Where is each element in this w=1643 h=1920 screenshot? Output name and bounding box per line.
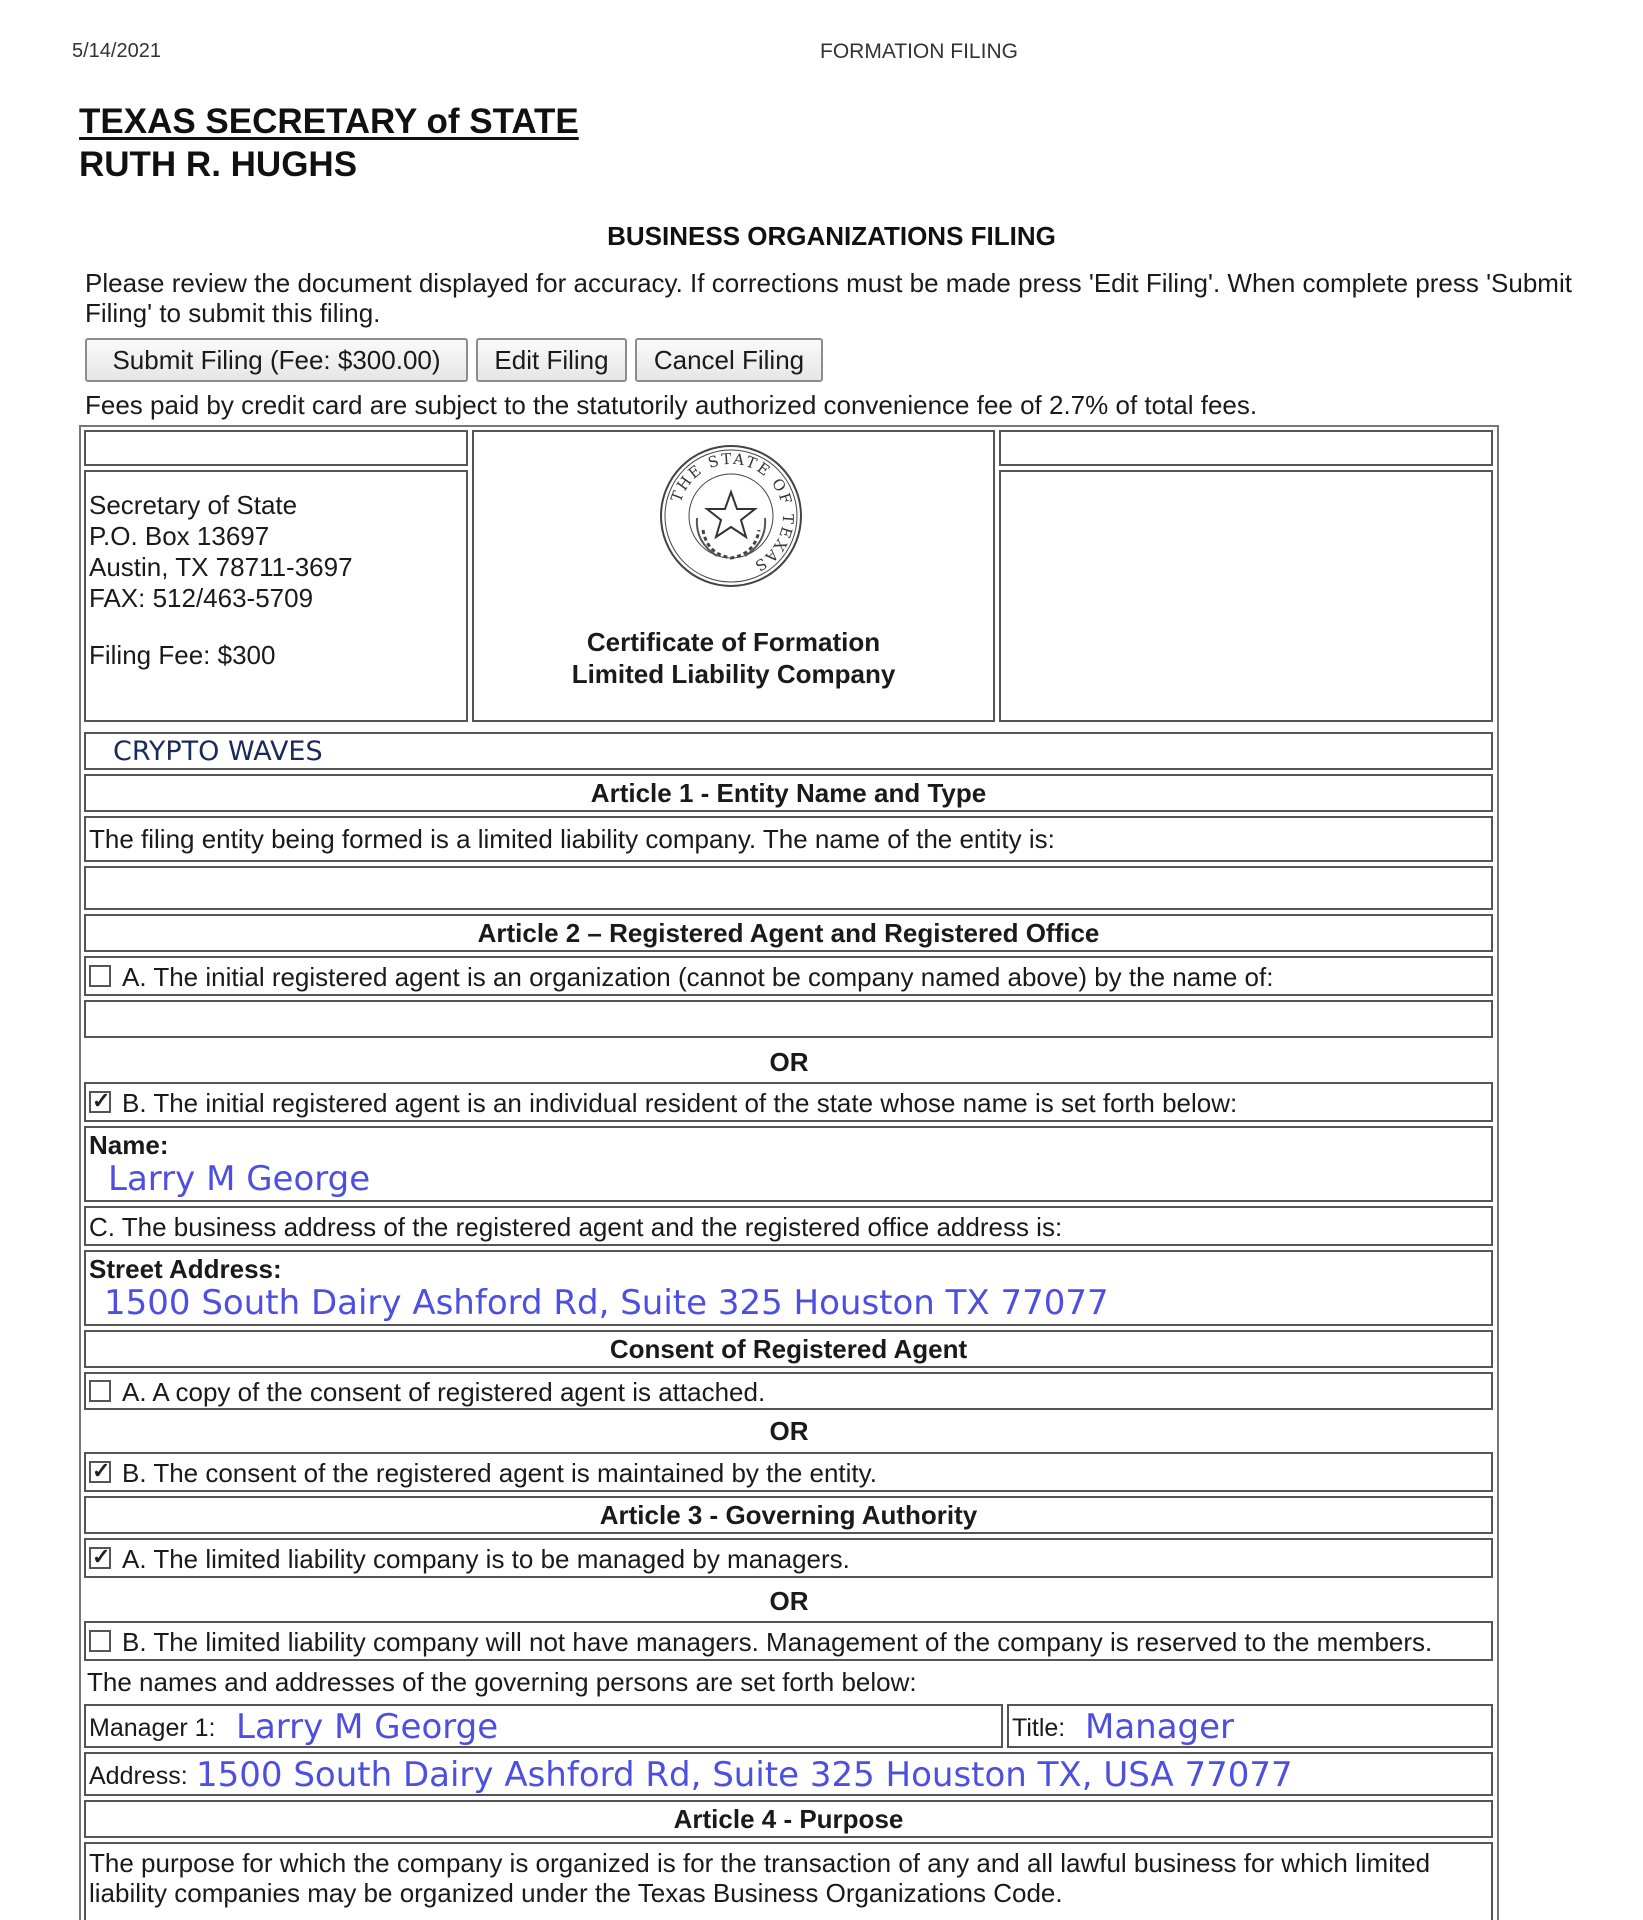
- or-divider-1: OR: [769, 1047, 809, 1077]
- agent-org-name-field[interactable]: [84, 1000, 1493, 1038]
- article3-title: Article 3 - Governing Authority: [599, 1500, 978, 1530]
- certificate-subtitle: Limited Liability Company: [571, 659, 896, 689]
- print-date: 5/14/2021: [72, 40, 161, 62]
- consent-attached-label: A. A copy of the consent of registered agent is attached.: [122, 1377, 766, 1407]
- manager-title-label: Title:: [1012, 1714, 1066, 1742]
- article4-heading-row: [84, 1800, 1493, 1838]
- convenience-fee-note: Fees paid by credit card are subject to the statutorily authorized convenience fee of 2.7% of total fees.: [85, 390, 1258, 420]
- agency-name: TEXAS SECRETARY of STATE: [79, 102, 579, 141]
- article2-title: Article 2 – Registered Agent and Registered Office: [477, 918, 1100, 948]
- consent-maintained-row: [84, 1452, 1493, 1492]
- secretary-name: RUTH R. HUGHS: [79, 145, 358, 184]
- article1-heading-row: [84, 774, 1493, 812]
- agent-individual-label: B. The initial registered agent is an individual resident of the state whose name is set forth below:: [122, 1088, 1238, 1118]
- review-instructions: Please review the document displayed for accuracy. If corrections must be made press 'Edit Filing'. When complete press 'Submit Filing' to submit this filing.: [85, 268, 1572, 328]
- consent-maintained-checkbox[interactable]: [89, 1461, 111, 1483]
- sos-line1: Secretary of State: [89, 490, 298, 520]
- cancel-filing-button[interactable]: Cancel Filing: [635, 338, 823, 382]
- agent-individual-checkbox[interactable]: [89, 1091, 111, 1113]
- manager-label: Manager 1:: [89, 1714, 216, 1742]
- no-managers-label: B. The limited liability company will not have managers. Management of the company is reserved to the members.: [122, 1627, 1433, 1657]
- consent-attached-checkbox[interactable]: [89, 1380, 111, 1402]
- or-divider-2: OR: [769, 1416, 809, 1446]
- manager-title-value: Manager: [1085, 1707, 1235, 1747]
- street-address-value: 1500 South Dairy Ashford Rd, Suite 325 Houston TX 77077: [104, 1283, 1109, 1323]
- blank-cell-left: [84, 430, 468, 466]
- manager-name-row: [84, 1704, 1003, 1748]
- form-heading: BUSINESS ORGANIZATIONS FILING: [607, 221, 1056, 251]
- certificate-title: Certificate of Formation: [586, 627, 881, 657]
- article1-text: The filing entity being formed is a limited liability company. The name of the entity is:: [89, 824, 1055, 854]
- article1-title: Article 1 - Entity Name and Type: [590, 778, 987, 808]
- no-managers-row: [84, 1621, 1493, 1661]
- agent-address-intro: C. The business address of the registered agent and the registered office address is:: [89, 1212, 1063, 1242]
- sos-line3: Austin, TX 78711-3697: [89, 552, 353, 582]
- article2-heading-row: [84, 914, 1493, 952]
- agent-name-value: Larry M George: [108, 1159, 371, 1199]
- agent-address-intro-row: [84, 1206, 1493, 1246]
- manager-name-value: Larry M George: [236, 1707, 499, 1747]
- article4-text-line1: The purpose for which the company is organized is for the transaction of any and all lawful business for which limited: [89, 1848, 1431, 1878]
- consent-maintained-label: B. The consent of the registered agent is maintained by the entity.: [122, 1458, 877, 1488]
- agent-name-label: Name:: [89, 1130, 169, 1160]
- edit-filing-button[interactable]: Edit Filing: [476, 338, 627, 382]
- agent-org-label: A. The initial registered agent is an organization (cannot be company named above) by the name of:: [122, 962, 1274, 992]
- blank-cell-right: [999, 470, 1493, 722]
- entity-name-handwritten: CRYPTO WAVES: [113, 736, 323, 767]
- blank-cell-right-top: [999, 430, 1493, 466]
- agent-org-row: [84, 956, 1493, 996]
- manager-address-row: [84, 1752, 1493, 1796]
- agent-name-row: [84, 1126, 1493, 1202]
- sos-line4: FAX: 512/463-5709: [89, 583, 314, 613]
- sos-address-cell: [84, 470, 468, 722]
- article4-title: Article 4 - Purpose: [673, 1804, 904, 1834]
- consent-attached-row: [84, 1372, 1493, 1410]
- submit-filing-button[interactable]: Submit Filing (Fee: $300.00): [85, 338, 468, 382]
- street-address-label: Street Address:: [89, 1254, 282, 1284]
- seal-cell: [472, 430, 995, 722]
- agent-individual-row: [84, 1082, 1493, 1122]
- managed-by-managers-row: [84, 1538, 1493, 1578]
- consent-title: Consent of Registered Agent: [609, 1334, 968, 1364]
- consent-heading-row: [84, 1330, 1493, 1368]
- article4-text-line2: liability companies may be organized under the Texas Business Organizations Code.: [89, 1878, 1063, 1908]
- no-managers-checkbox[interactable]: [89, 1630, 111, 1652]
- managed-by-managers-label: A. The limited liability company is to be managed by managers.: [122, 1544, 850, 1574]
- manager-title-row: [1007, 1704, 1493, 1748]
- article1-text-row: [84, 816, 1493, 862]
- agent-org-checkbox[interactable]: [89, 965, 111, 987]
- texas-seal-icon: [657, 442, 805, 590]
- entity-name-row: [84, 732, 1493, 770]
- print-title: FORMATION FILING: [820, 40, 1018, 63]
- entity-name-field[interactable]: [84, 866, 1493, 910]
- article3-heading-row: [84, 1496, 1493, 1534]
- filing-fee: Filing Fee: $300: [89, 640, 276, 670]
- sos-line2: P.O. Box 13697: [89, 521, 270, 551]
- article4-text-row: [84, 1842, 1493, 1920]
- manager-address-label: Address:: [89, 1762, 188, 1790]
- filing-document: [79, 425, 1499, 1920]
- governing-persons-note: The names and addresses of the governing persons are set forth below:: [87, 1667, 917, 1697]
- manager-address-value: 1500 South Dairy Ashford Rd, Suite 325 Houston TX, USA 77077: [196, 1755, 1293, 1795]
- street-address-row: [84, 1250, 1493, 1326]
- svg-text:THE STATE OF TEXAS: THE STATE OF TEXAS: [667, 449, 798, 576]
- or-divider-3: OR: [769, 1586, 809, 1616]
- managed-by-managers-checkbox[interactable]: [89, 1547, 111, 1569]
- agency-heading: [79, 100, 579, 186]
